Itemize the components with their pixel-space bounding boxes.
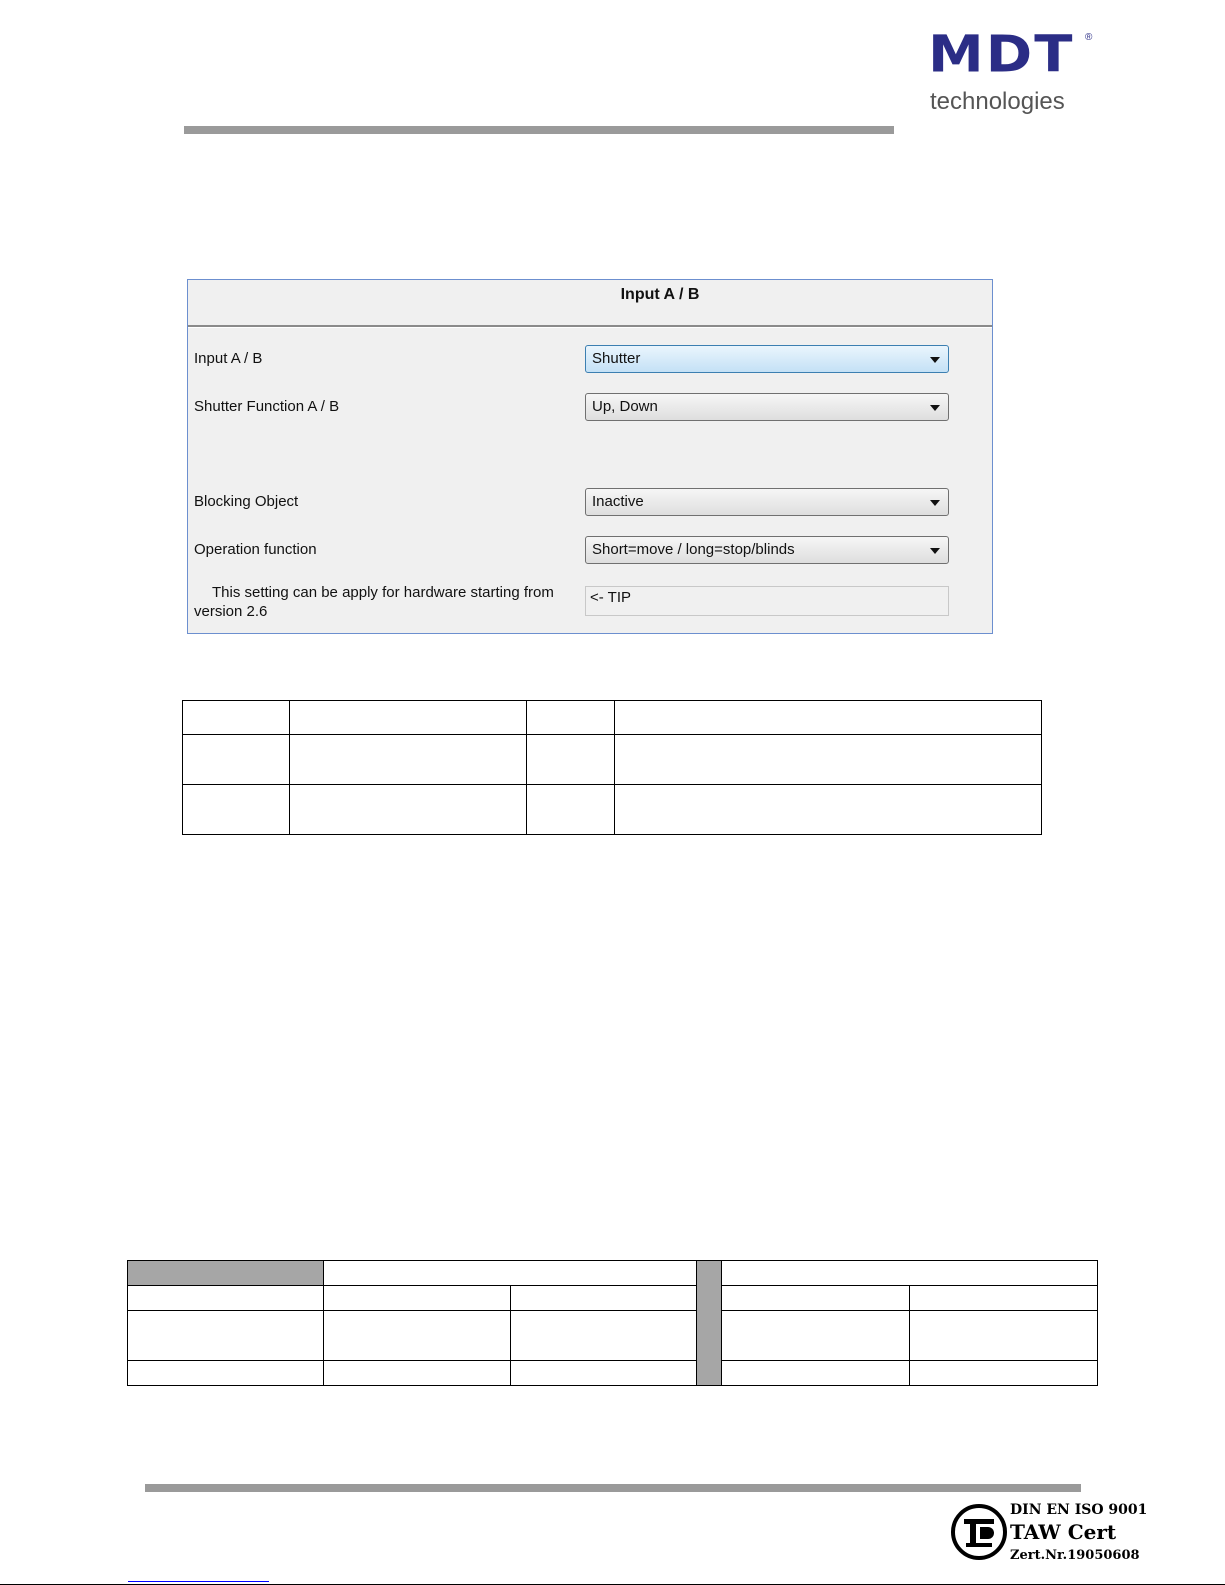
table-row <box>128 1361 1098 1386</box>
table-row <box>128 1261 1098 1286</box>
operation-function-label: Operation function <box>194 541 317 558</box>
cert-authority: TAW Cert <box>1010 1520 1117 1544</box>
table-row <box>183 701 1042 735</box>
hardware-version-note-text: This setting can be apply for hardware starting from version 2.6 <box>194 584 554 620</box>
blocking-object-dropdown[interactable] <box>585 488 949 516</box>
mdt-logo <box>928 25 1098 120</box>
shutter-function-label: Shutter Function A / B <box>194 398 340 415</box>
input-ab-value: Shutter <box>592 350 641 367</box>
certification-badge <box>948 1500 1148 1580</box>
table-row <box>183 735 1042 785</box>
footer-link-underline[interactable] <box>128 1581 269 1582</box>
operation-function-dropdown[interactable] <box>585 536 949 564</box>
footer-rule <box>145 1484 1081 1492</box>
blocking-object-label: Blocking Object <box>194 493 299 510</box>
cert-standard: DIN EN ISO 9001 <box>1010 1502 1148 1518</box>
table-row <box>183 785 1042 835</box>
chevron-down-icon <box>930 357 940 363</box>
hardware-version-note <box>194 583 574 621</box>
input-ab-dropdown[interactable] <box>585 345 949 373</box>
logo-mark: MDT <box>928 25 1075 84</box>
object-table <box>127 1260 1098 1386</box>
blocking-object-value: Inactive <box>592 493 644 510</box>
shutter-function-value: Up, Down <box>592 398 658 415</box>
dialog-title-divider <box>188 325 992 328</box>
chevron-down-icon <box>930 548 940 554</box>
cert-number: Zert.Nr.19050608 <box>1010 1548 1140 1563</box>
parameter-table <box>182 700 1042 835</box>
tip-box: <- TIP <box>585 586 949 616</box>
logo-subtitle: technologies <box>930 88 1065 115</box>
header-rule <box>184 126 894 134</box>
dialog-title: Input A / B <box>620 286 700 303</box>
chevron-down-icon <box>930 405 940 411</box>
shutter-function-dropdown[interactable] <box>585 393 949 421</box>
operation-function-value: Short=move / long=stop/blinds <box>592 541 795 558</box>
parameter-dialog <box>187 279 993 634</box>
registered-mark: ® <box>1085 32 1093 43</box>
chevron-down-icon <box>930 500 940 506</box>
table-row <box>128 1286 1098 1311</box>
table-row <box>128 1311 1098 1361</box>
input-ab-label: Input A / B <box>194 350 263 367</box>
certification-badge-icon <box>950 1503 1008 1561</box>
